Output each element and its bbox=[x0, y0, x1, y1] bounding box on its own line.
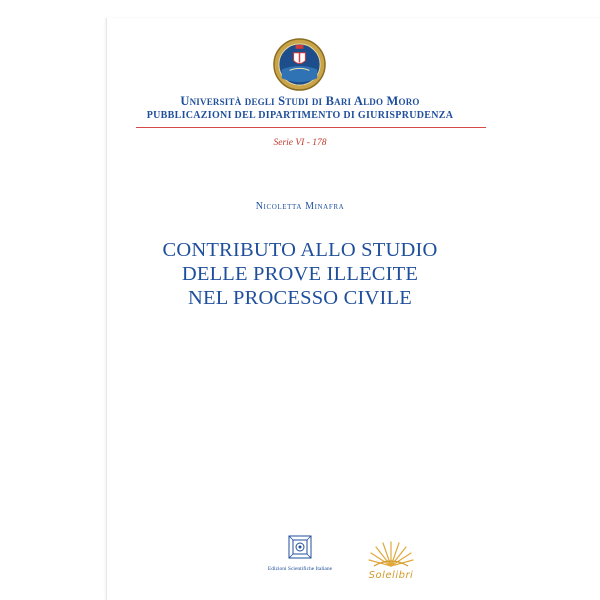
title-line: NEL PROCESSO CIVILE bbox=[188, 287, 412, 309]
divider-rule bbox=[136, 127, 486, 128]
series-label: Serie VI - 178 bbox=[273, 138, 327, 148]
retailer-name: Solelibri bbox=[368, 570, 414, 581]
university-seal-icon bbox=[272, 37, 327, 92]
department-name: PUBBLICAZIONI DEL DIPARTIMENTO DI GIURISPRUDENZA bbox=[146, 110, 454, 121]
university-name: Università degli Studi di Bari Aldo Moro bbox=[180, 94, 420, 108]
sun-rays-logo-icon bbox=[366, 538, 416, 568]
title-line: CONTRIBUTO ALLO STUDIO bbox=[162, 239, 438, 261]
book-title bbox=[110, 238, 490, 310]
publisher-name: Edizioni Scientifiche Italiane bbox=[267, 566, 333, 572]
author-name: Nicoletta Minafra bbox=[255, 201, 345, 212]
publisher-logo-icon bbox=[287, 534, 313, 560]
title-line: DELLE PROVE ILLECITE bbox=[181, 263, 419, 285]
